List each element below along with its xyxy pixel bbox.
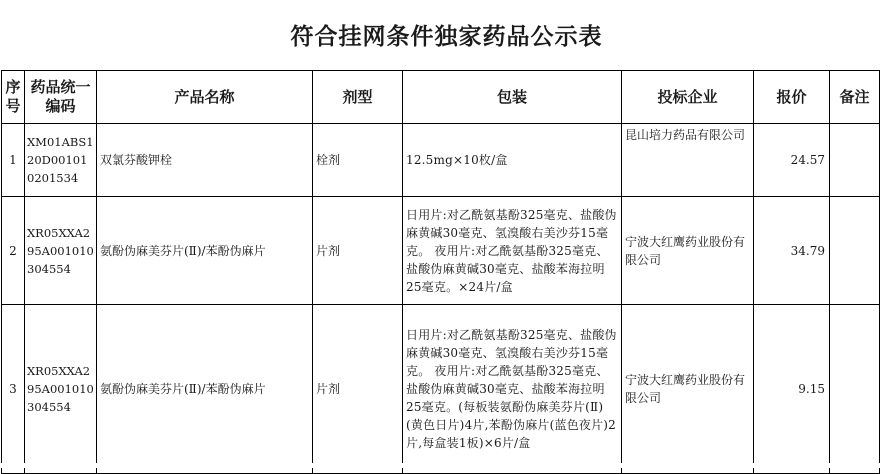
table-row xyxy=(2,124,880,197)
row-form: 片剂 xyxy=(313,197,403,305)
row-company: 宁波大红鹰药业股份有限公司 xyxy=(622,305,754,474)
header-form: 剂型 xyxy=(313,71,403,124)
row-package: 日用片:对乙酰氨基酚325毫克、盐酸伪麻黄碱30毫克、氢溴酸右美沙芬15毫克。 夜用片:对乙酰氨基酚325毫克、盐酸伪麻黄碱30毫克、盐酸苯海拉明25毫克。(每板装氨酚伪麻美芬片(Ⅱ)(黄色日片)4片,苯酚伪麻片(蓝色夜片)2 片,每盒装1板)×6片/盒 xyxy=(403,305,622,474)
row-note xyxy=(830,305,880,474)
header-idx: 序号 xyxy=(2,71,25,124)
header-code: 药品统一编码 xyxy=(25,71,97,124)
row-index: 2 xyxy=(2,197,25,305)
row-package: 日用片:对乙酰氨基酚325毫克、盐酸伪麻黄碱30毫克、氢溴酸右美沙芬15毫克。 夜用片:对乙酰氨基酚325毫克、盐酸伪麻黄碱30毫克、盐酸苯海拉明25毫克。×24片/盒 xyxy=(403,197,622,305)
row-form: 栓剂 xyxy=(313,124,403,197)
row-price: 9.15 xyxy=(754,305,830,474)
row-note xyxy=(830,124,880,197)
row-code: XM01ABS120D001010201534 xyxy=(25,124,97,197)
row-form: 片剂 xyxy=(313,305,403,474)
header-pack: 包装 xyxy=(403,71,622,124)
document-title: 符合挂网条件独家药品公示表 xyxy=(290,23,603,50)
row-product-name: 双氯芬酸钾栓 xyxy=(97,124,313,197)
row-package: 12.5mg×10枚/盒 xyxy=(403,124,622,197)
row-company: 昆山培力药品有限公司 xyxy=(622,124,754,197)
row-product-name: 氨酚伪麻美芬片(Ⅱ)/苯酚伪麻片 xyxy=(97,305,313,474)
header-row xyxy=(2,71,880,124)
header-note: 备注 xyxy=(830,71,880,124)
header-name: 产品名称 xyxy=(97,71,313,124)
row-index: 3 xyxy=(2,305,25,474)
row-note xyxy=(830,197,880,305)
row-product-name: 氨酚伪麻美芬片(Ⅱ)/苯酚伪麻片 xyxy=(97,197,313,305)
row-price: 34.79 xyxy=(754,197,830,305)
table-row xyxy=(2,305,880,474)
row-company: 宁波大红鹰药业股份有限公司 xyxy=(622,197,754,305)
page-edge-mask xyxy=(0,463,893,468)
header-price: 报价 xyxy=(754,71,830,124)
row-code: XR05XXA295A001010304554 xyxy=(25,197,97,305)
drug-table xyxy=(1,70,880,474)
table-row xyxy=(2,197,880,305)
header-company: 投标企业 xyxy=(622,71,754,124)
row-price: 24.57 xyxy=(754,124,830,197)
row-code: XR05XXA295A001010304554 xyxy=(25,305,97,474)
row-index: 1 xyxy=(2,124,25,197)
